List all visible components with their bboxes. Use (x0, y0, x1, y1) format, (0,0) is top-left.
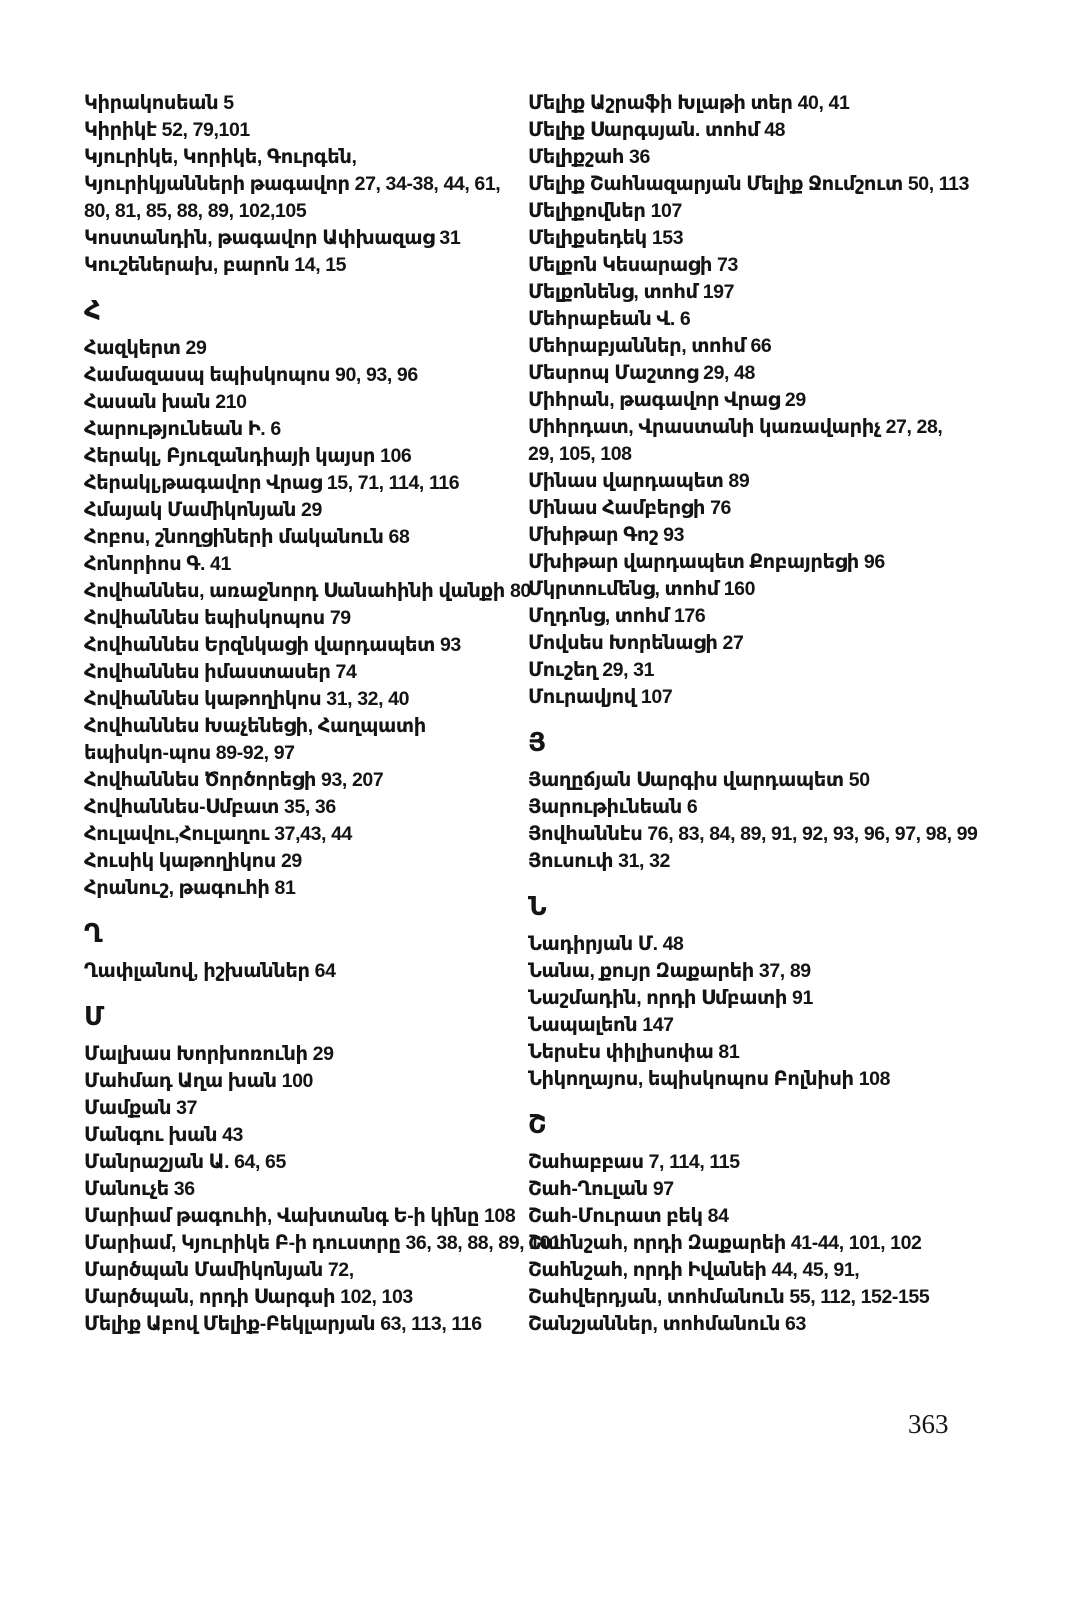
index-entry: Մարծպան Մամիկոնյան 72, (84, 1259, 354, 1281)
index-entry: Շանշյաններ, տոհմանուն 63 (528, 1313, 806, 1335)
index-entry: Շահնշահ, որդի Իվանեի 44, 45, 91, (528, 1259, 860, 1281)
index-entry: Հերակլ, Բյուզանդիայի կայսր 106 (84, 445, 412, 467)
section-letter: Ն (528, 891, 547, 921)
index-entry: Նիկողայոս, եպիսկոպոս Բոլնիսի 108 (528, 1068, 891, 1090)
index-entry: Հովհաննես եպիսկոպոս 79 (84, 607, 351, 629)
index-entry: Հարությունեան Ի. 6 (84, 418, 281, 440)
index-entry: Կոստանդին, թագավոր Ափխազաց 31 (84, 227, 461, 249)
index-entry: Յովհաննէս 76, 83, 84, 89, 91, 92, 93, 96, 97, 98, 99 (528, 823, 978, 845)
index-entry: Մելիք Շահնազարյան Մելիք Ջումշուտ 50, 113 (528, 173, 970, 195)
index-entry: Մուշեղ 29, 31 (528, 659, 655, 681)
index-entry: Մահմադ Աղա խան 100 (84, 1070, 313, 1092)
index-entry: Մխիթար Գոշ 93 (528, 524, 685, 546)
index-entry: Նաշմադին, որդի Սմբատի 91 (528, 987, 813, 1009)
index-entry: Կիրիկէ 52, 79,101 (84, 119, 250, 141)
index-entry: Մելիք Աշրաֆի Խլաթի տեր 40, 41 (528, 92, 850, 114)
index-entry: Յաղըճյան Սարգիս վարդապետ 50 (528, 769, 870, 791)
section-letter: Ղ (84, 918, 103, 948)
index-entry: Հուլավու,Հուլաղու 37,43, 44 (84, 823, 352, 845)
index-entry: Մանրաշյան Ա. 64, 65 (84, 1151, 286, 1173)
index-entry: Շահ-Մուրատ բեկ 84 (528, 1205, 729, 1227)
section-letter: Հ (84, 295, 101, 325)
index-entry: Հմայակ Մամիկոնյան 29 (84, 499, 322, 521)
index-entry: Նանա, քույր Զաքարեի 37, 89 (528, 960, 811, 982)
index-entry: Համազասպ եպիսկոպոս 90, 93, 96 (84, 364, 418, 386)
index-entry: Մեհրաբեան Վ. 6 (528, 308, 691, 330)
index-entry: Հովհաննես, առաջնորդ Սանահինի վանքի 80 (84, 580, 531, 602)
index-entry: Մարիամ, Կյուրիկե Բ-ի դուստրը 36, 38, 88, 89, 101 (84, 1232, 561, 1254)
index-entry: Մարիամ թագուհի, Վախտանգ Ե-ի կինը 108 (84, 1205, 516, 1227)
index-entry: Նապալեոն 147 (528, 1014, 674, 1036)
index-entry: Միհրդատ, Վրաստանի կառավարիչ 27, 28, 29, 105, 108 (528, 416, 943, 465)
index-entry: Մխիթար վարդապետ Քոբայրեցի 96 (528, 551, 885, 573)
index-entry: Մալխաս Խորխոռունի 29 (84, 1043, 334, 1065)
index-entry: Մուրավյով 107 (528, 686, 673, 708)
index-entry: Ներսէս փիլիսոփա 81 (528, 1041, 740, 1063)
index-entry: Հոբոս, շնողցիների մականուն 68 (84, 526, 410, 548)
page-number: 363 (908, 1409, 949, 1439)
index-entry: Հովհաննես Ծործորեցի 93, 207 (84, 769, 384, 791)
index-entry: Կուշեներախ, բարոն 14, 15 (84, 254, 347, 276)
index-entry: Մանգու խան 43 (84, 1124, 243, 1146)
index-entry: Հոնորիոս Գ. 41 (84, 553, 231, 575)
index-entry: Հովհաննես կաթողիկոս 31, 32, 40 (84, 688, 410, 710)
index-entry: Հովհաննես իմաստասեր 74 (84, 661, 357, 683)
index-entry: Հասան խան 210 (84, 391, 247, 413)
index-entry: Մարծպան, որդի Սարգսի 102, 103 (84, 1286, 413, 1308)
index-entry: Կիրակոսեան 5 (84, 92, 234, 114)
index-entry: Հովհաննես-Սմբատ 35, 36 (84, 796, 336, 818)
index-entry: Մելքոն Կեսարացի 73 (528, 254, 738, 276)
index-entry: Կյուրիկե, Կորիկե, Գուրգեն, Կյուրիկյանների թագավոր 27, 34-38, 44, 61, 80, 81, 85, 88, 89, 102,105 (84, 146, 501, 222)
index-entry: Մկրտումենց, տոհմ 160 (528, 578, 756, 600)
index-entry: Մելիքսեդեկ 153 (528, 227, 684, 249)
index-entry: Յարութիւնեան 6 (528, 796, 698, 818)
index-entry: Մամքան 37 (84, 1097, 198, 1119)
section-letter: Մ (84, 1001, 105, 1031)
index-entry: Հովհաննես Խաչենեցի, Հաղպատի եպիսկո-պոս 89-92, 97 (84, 715, 426, 764)
index-entry: Մղդոնց, տոհմ 176 (528, 605, 706, 627)
index-entry: Մելիք Սարգսյան. տոհմ 48 (528, 119, 786, 141)
index-entry: Յուսուփ 31, 32 (528, 850, 670, 872)
index-entry: Մելիքովներ 107 (528, 200, 682, 222)
index-entry: Հազկերտ 29 (84, 337, 207, 359)
index-entry: Մանուչե 36 (84, 1178, 195, 1200)
index-entry: Շահվերդյան, տոհմանուն 55, 112, 152-155 (528, 1286, 930, 1308)
index-entry: Շահ-Ղուլան 97 (528, 1178, 674, 1200)
section-letter: Շ (528, 1109, 547, 1139)
index-entry: Շահնշահ, որդի Զաքարեի 41-44, 101, 102 (528, 1232, 922, 1254)
index-entry: Մելքոնենց, տոհմ 197 (528, 281, 735, 303)
index-entry: Մեսրոպ Մաշտոց 29, 48 (528, 362, 755, 384)
index-entry: Հերակլ,թագավոր Վրաց 15, 71, 114, 116 (84, 472, 460, 494)
index-entry: Մելիք Աբով Մելիք-Բեկլարյան 63, 113, 116 (84, 1313, 482, 1335)
index-entry: Մովսես Խորենացի 27 (528, 632, 744, 654)
index-entry: Մելիքշահ 36 (528, 146, 650, 168)
index-entry: Հրանուշ, թագուհի 81 (84, 877, 296, 899)
index-entry: Ղափլանով, իշխաններ 64 (84, 960, 336, 982)
index-entry: Միհրան, թագավոր Վրաց 29 (528, 389, 806, 411)
index-entry: Նադիրյան Մ. 48 (528, 933, 684, 955)
index-entry: Հովհաննես Երզնկացի վարդապետ 93 (84, 634, 461, 656)
index-column-right (528, 90, 978, 1338)
section-letter: Յ (528, 727, 546, 757)
index-column-left (84, 90, 561, 1338)
index-entry: Շահաբբաս 7, 114, 115 (528, 1151, 740, 1173)
index-entry: Մինաս Համբերցի 76 (528, 497, 731, 519)
index-entry: Մեհրաբյաններ, տոհմ 66 (528, 335, 772, 357)
index-entry: Մինաս վարդապետ 89 (528, 470, 750, 492)
index-entry: Հուսիկ կաթողիկոս 29 (84, 850, 302, 872)
